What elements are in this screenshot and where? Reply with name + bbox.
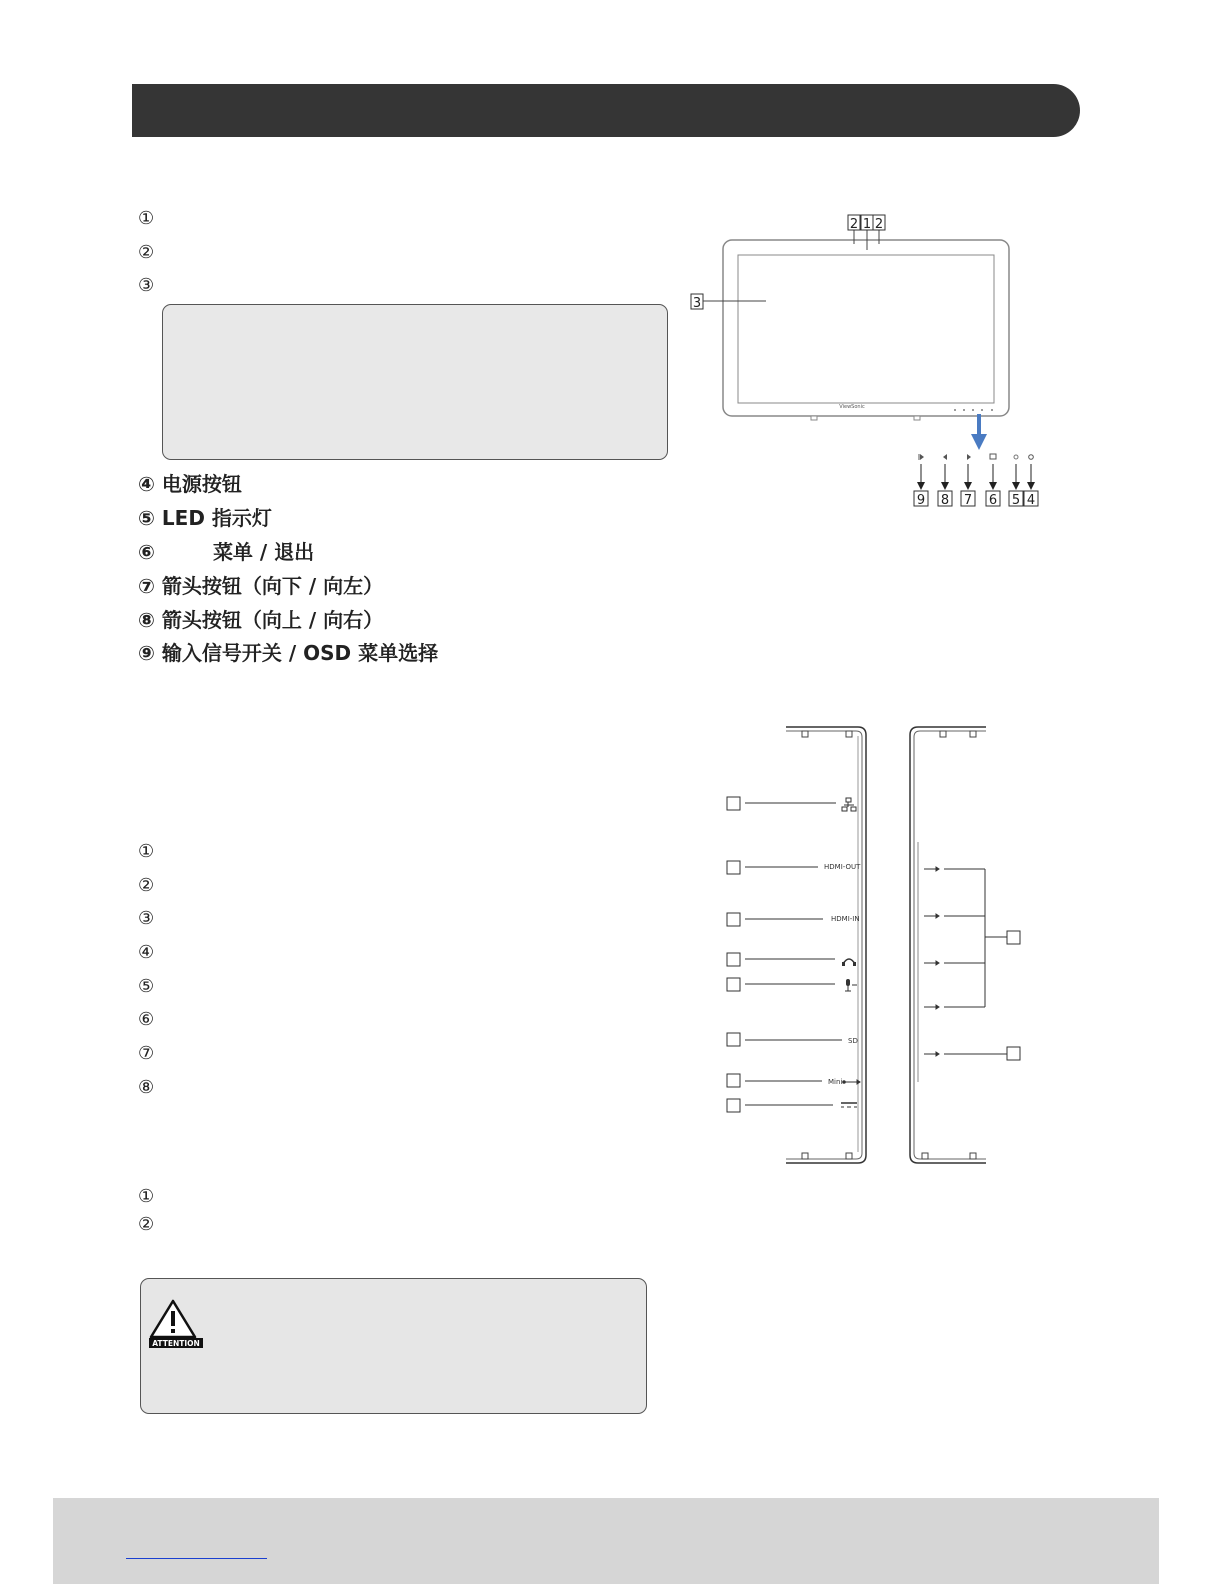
zoom-arrow-icon bbox=[971, 434, 987, 450]
section-header-bar bbox=[132, 84, 1080, 137]
front-marker-2: ② bbox=[138, 242, 155, 263]
right-marker-1: ① bbox=[138, 1186, 155, 1207]
callout-camera: 1 bbox=[862, 217, 872, 232]
dc-power-icon bbox=[841, 1103, 857, 1107]
left-symbol-icon bbox=[943, 454, 947, 460]
menu-symbol-icon bbox=[990, 454, 996, 459]
callout-btn-8: 8 bbox=[940, 493, 950, 508]
control-num: ⑦ bbox=[138, 574, 155, 598]
attention-icon bbox=[147, 1297, 207, 1349]
control-label: 菜单 / 退出 bbox=[212, 540, 315, 564]
monitor-screen bbox=[738, 255, 994, 403]
side-marker-6: ⑥ bbox=[138, 1009, 155, 1030]
control-label: 输入信号开关 / OSD 菜单选择 bbox=[161, 641, 439, 665]
side-marker-8: ⑧ bbox=[138, 1077, 155, 1098]
footer-band bbox=[53, 1498, 1159, 1584]
callout-camera-left: 2 bbox=[849, 217, 859, 232]
control-label: 电源按钮 bbox=[161, 472, 242, 496]
control-item-power bbox=[138, 472, 242, 496]
callout-camera-right: 2 bbox=[874, 217, 884, 232]
callout-screen: 3 bbox=[692, 296, 702, 311]
attention-badge: ATTENTION bbox=[152, 1339, 200, 1348]
sd-slot-label: SD bbox=[848, 1037, 858, 1045]
callout-btn-6: 6 bbox=[988, 493, 998, 508]
attention-box bbox=[140, 1278, 647, 1414]
side-marker-7: ⑦ bbox=[138, 1043, 155, 1064]
hdmi-in-label: HDMI-IN bbox=[831, 915, 860, 923]
control-num: ⑥ bbox=[138, 540, 155, 564]
front-marker-1: ① bbox=[138, 208, 155, 229]
lan-port-icon bbox=[842, 798, 856, 811]
brand-logo: ViewSonic bbox=[839, 404, 865, 410]
control-item-led bbox=[138, 506, 272, 530]
note-box bbox=[162, 304, 668, 460]
control-num: ⑤ bbox=[138, 506, 155, 530]
callout-btn-5: 5 bbox=[1011, 493, 1021, 508]
usb-port-icon bbox=[924, 867, 939, 1056]
mini-usb-icon bbox=[843, 1080, 860, 1084]
footer-link-underline[interactable] bbox=[126, 1558, 267, 1559]
callout-btn-7: 7 bbox=[963, 493, 973, 508]
mini-usb-label: Mini bbox=[828, 1078, 843, 1086]
power-symbol-icon bbox=[1029, 455, 1034, 460]
microphone-icon bbox=[845, 979, 857, 991]
right-symbol-icon bbox=[967, 454, 971, 460]
control-num: ⑨ bbox=[138, 641, 155, 665]
control-label: 箭头按钮（向下 / 向左） bbox=[161, 574, 384, 598]
front-marker-3: ③ bbox=[138, 275, 155, 296]
input-symbol-icon bbox=[920, 454, 924, 460]
control-item-down-left bbox=[138, 574, 383, 598]
right-marker-2: ② bbox=[138, 1214, 155, 1235]
control-num: ④ bbox=[138, 472, 155, 496]
control-item-up-right bbox=[138, 608, 383, 632]
side-profile-outline bbox=[786, 727, 866, 1163]
side-marker-1: ① bbox=[138, 841, 155, 862]
side-profile-outline-right bbox=[910, 727, 986, 1163]
control-item-input-osd bbox=[138, 641, 438, 665]
callout-btn-4: 4 bbox=[1026, 493, 1036, 508]
control-label: 箭头按钮（向上 / 向右） bbox=[161, 608, 384, 632]
callout-btn-9: 9 bbox=[916, 493, 926, 508]
hdmi-out-label: HDMI-OUT bbox=[824, 863, 861, 871]
side-marker-3: ③ bbox=[138, 908, 155, 929]
control-item-menu bbox=[138, 540, 314, 564]
control-label: LED 指示灯 bbox=[161, 506, 272, 530]
control-num: ⑧ bbox=[138, 608, 155, 632]
led-symbol-icon bbox=[1014, 455, 1018, 459]
right-side-diagram bbox=[900, 722, 1030, 1172]
side-marker-2: ② bbox=[138, 875, 155, 896]
side-marker-4: ④ bbox=[138, 942, 155, 963]
side-marker-5: ⑤ bbox=[138, 976, 155, 997]
left-side-diagram bbox=[720, 722, 880, 1172]
monitor-front-diagram bbox=[686, 208, 1056, 508]
